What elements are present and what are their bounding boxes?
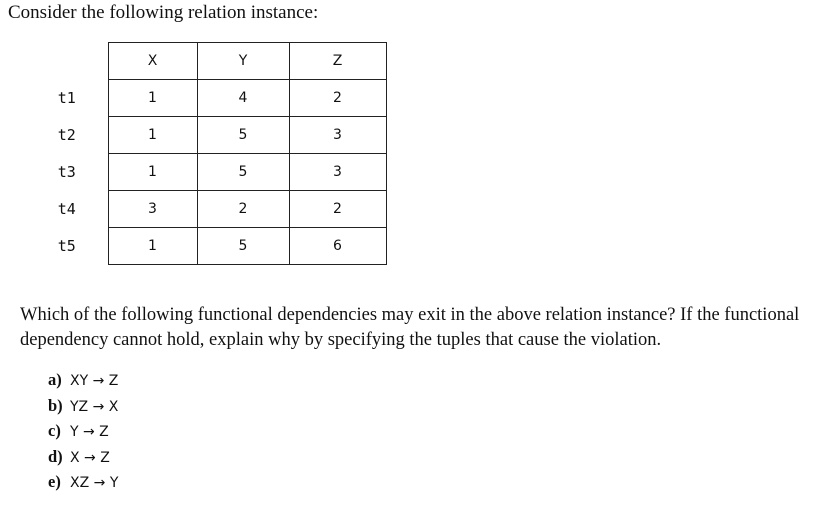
cell-y: 5 — [197, 117, 289, 154]
option-c — [48, 419, 118, 445]
table-row — [0, 154, 386, 191]
option-dependency: YZ → X — [70, 398, 119, 415]
table-row — [0, 191, 386, 228]
option-dependency: XZ → Y — [70, 475, 119, 491]
tuple-label: t1 — [57, 89, 76, 107]
cell-y: 4 — [197, 80, 289, 117]
option-dependency: X → Z — [70, 449, 110, 466]
option-letter: e) — [48, 472, 61, 491]
option-letter: c) — [48, 421, 61, 440]
tuple-label: t5 — [57, 237, 76, 255]
cell-y: 5 — [197, 228, 289, 265]
column-header-y: Y — [197, 43, 289, 80]
cell-z: 3 — [289, 117, 386, 154]
cell-x: 1 — [108, 117, 197, 154]
cell-y: 2 — [197, 191, 289, 228]
cell-z: 3 — [289, 154, 386, 191]
option-d — [48, 445, 118, 471]
option-a — [48, 368, 118, 394]
column-header-z: Z — [289, 43, 386, 80]
cell-x: 1 — [108, 80, 197, 117]
options-list — [48, 368, 118, 496]
option-letter: d) — [48, 446, 63, 466]
cell-z: 2 — [289, 191, 386, 228]
table-row — [0, 228, 386, 265]
cell-z: 2 — [289, 80, 386, 117]
corner-cell — [0, 43, 108, 80]
cell-y: 5 — [197, 154, 289, 191]
question-text: Which of the following functional dependencies may exit in the above relation instance? If the functional dependency cannot hold, explain why by specifying the tuples that cause the violation. — [20, 305, 800, 350]
cell-x: 3 — [108, 191, 197, 228]
column-header-x: X — [108, 43, 197, 80]
cell-z: 6 — [289, 228, 386, 265]
option-dependency: Y → Z — [70, 424, 109, 440]
table-row — [0, 80, 386, 117]
option-e — [48, 470, 118, 496]
table-row — [0, 117, 386, 154]
option-dependency: XY → Z — [70, 373, 119, 389]
header-row — [0, 43, 386, 80]
tuple-label: t2 — [57, 126, 76, 144]
page-title: Consider the following relation instance: — [8, 2, 319, 23]
option-letter: b) — [48, 395, 63, 415]
tuple-label: t4 — [57, 200, 76, 218]
tuple-label: t3 — [57, 163, 76, 181]
option-b — [48, 394, 118, 420]
cell-x: 1 — [108, 228, 197, 265]
cell-x: 1 — [108, 154, 197, 191]
relation-table — [0, 42, 387, 265]
option-letter: a) — [48, 370, 62, 389]
